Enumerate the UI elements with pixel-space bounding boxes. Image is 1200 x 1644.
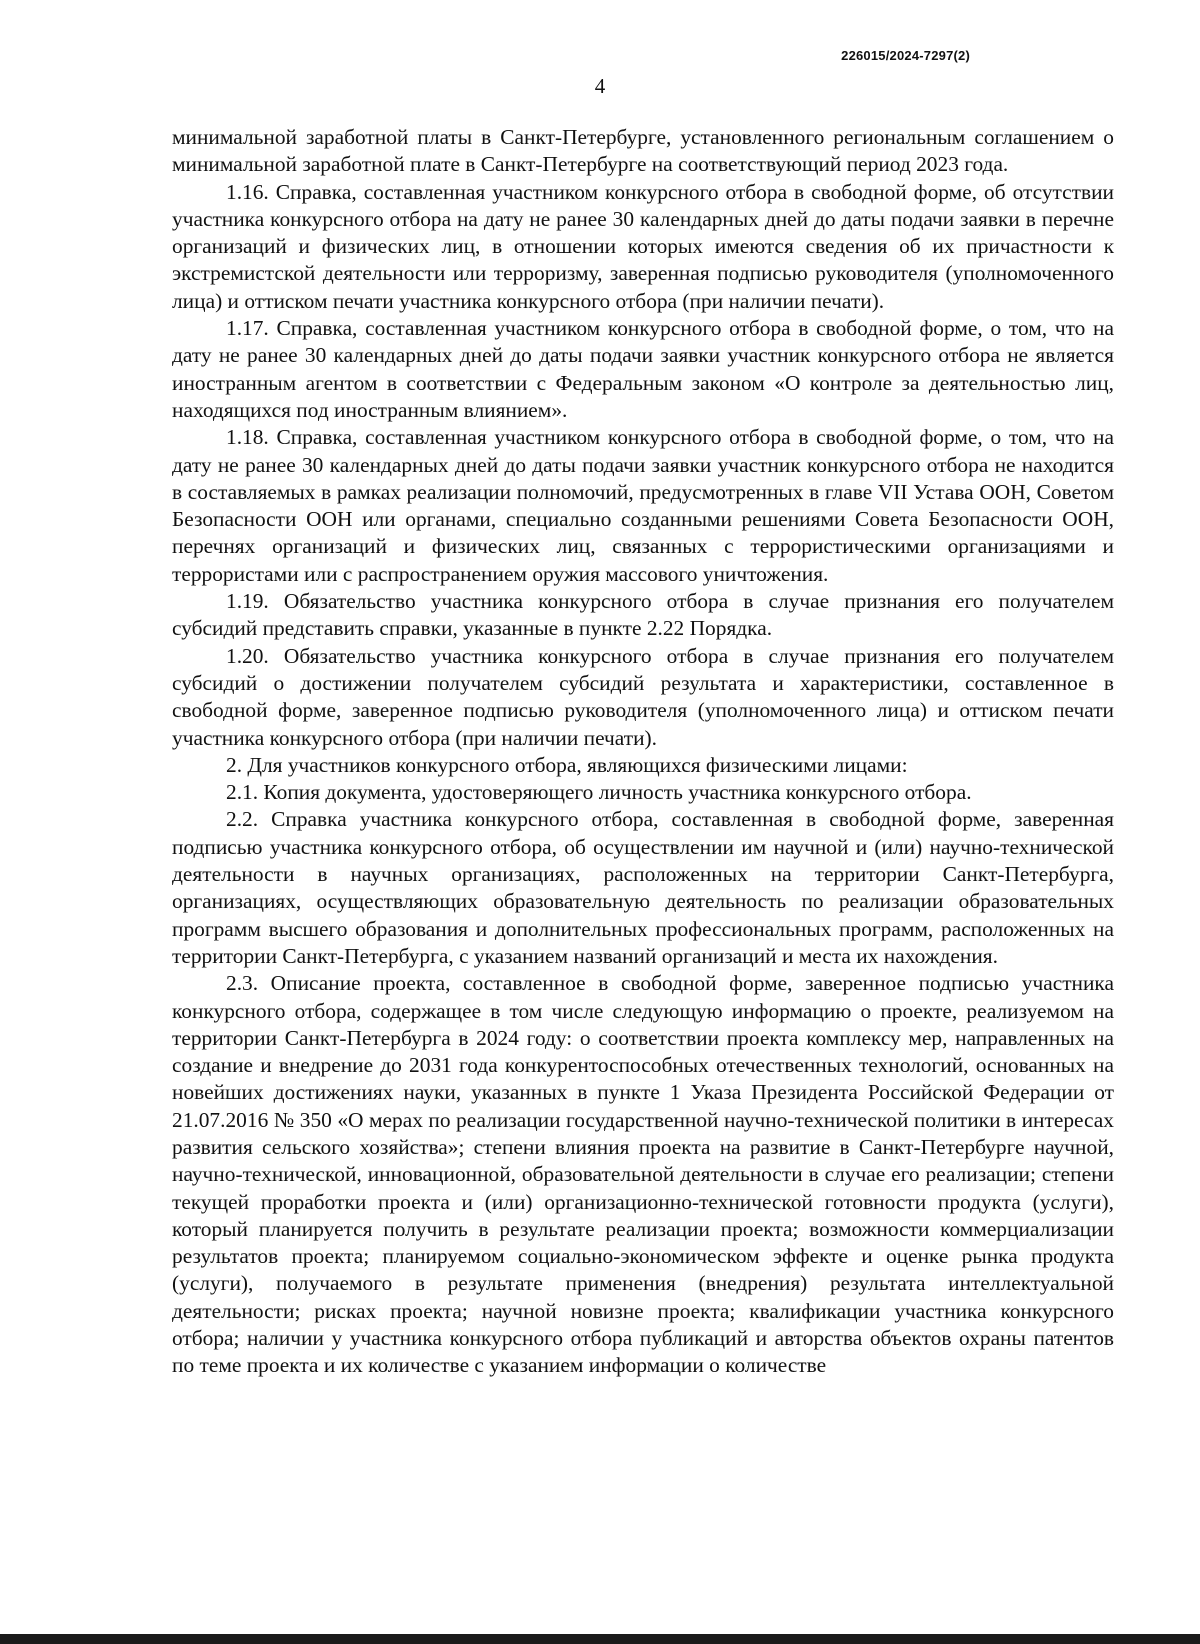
paragraph-2: 2. Для участников конкурсного отбора, являющихся физическими лицами: bbox=[226, 752, 908, 777]
document-registration-number: 226015/2024-7297(2) bbox=[841, 48, 970, 63]
page-number: 4 bbox=[594, 74, 606, 98]
paragraph-1-20: 1.20. Обязательство участника конкурсного отбора в случае признания его получателем субсидий о достижении получателем субсидий результата и характеристики, составленное в свободной форме, заверенное подписью руководителя (уполномоченного лица) и оттиском печати участника конкурсного отбора (при наличии печати). bbox=[172, 643, 1114, 750]
paragraph-1-16: 1.16. Справка, составленная участником конкурсного отбора в свободной форме, об отсутствии участника конкурсного отбора на дату не ранее 30 календарных дней до даты подачи заявки в перечне организаций и физических лиц, в отношении которых имеются сведения об их причастности к экстремистской деятельности или терроризму, заверенная подписью руководителя (уполномоченного лица) и оттиском печати участника конкурсного отбора (при наличии печати). bbox=[172, 179, 1114, 313]
paragraph-1-19: 1.19. Обязательство участника конкурсного отбора в случае признания его получателем субсидий представить справки, указанные в пункте 2.22 Порядка. bbox=[172, 589, 1114, 641]
paragraph-2-3: 2.3. Описание проекта, составленное в свободной форме, заверенное подписью участника конкурсного отбора, содержащее в том числе следующую информацию о проекте, реализуемом на территории Санкт-Петербурга в 2024 году: о соответствии проекта комплексу мер, направленных на создание и внедрение до 2031 года конкурентоспособных отечественных технологий, основанных на новейших достижениях науки, указанных в пункте 1 Указа Президента Российской Федерации от 21.07.2016 № 350 «О мерах по реализации государственной научно-технической политики в интересах развития сельского хозяйства»; степени влияния проекта на развитие в Санкт-Петербурге научной, научно-технической, инновационной, образовательной деятельности в случае его реализации; степени текущей проработки проекта и (или) организационно-технической готовности продукта (услуги), который планируется получить в результате реализации проекта; возможности коммерциализации результатов проекта; планируемом социально-экономическом эффекте и оценке рынка продукта (услуги), получаемого в результате применения (внедрения) результата интеллектуальной деятельности; рисках проекта; научной новизне проекта; квалификации участника конкурсного отбора; наличии у участника конкурсного отбора публикаций и авторства объектов охраны патентов по теме проекта и их количестве с указанием информации о количестве bbox=[172, 971, 1114, 1378]
paragraph-2-2: 2.2. Справка участника конкурсного отбора, составленная в свободной форме, заверенная подписью участника конкурсного отбора, об осуществлении им научной и (или) научно-технической деятельности в научных организациях, расположенных на территории Санкт-Петербурга, организациях, осуществляющих образовательную деятельность по реализации образовательных программ высшего образования и дополнительных профессиональных программ, расположенных на территории Санкт-Петербурга, с указанием названий организаций и места их нахождения. bbox=[172, 807, 1114, 968]
scan-bottom-edge bbox=[0, 1634, 1200, 1644]
paragraph-1-18: 1.18. Справка, составленная участником конкурсного отбора в свободной форме, о том, что на дату не ранее 30 календарных дней до даты подачи заявки участник конкурсного отбора не находится в составляемых в рамках реализации полномочий, предусмотренных в главе VII Устава ООН, Советом Безопасности ООН или органами, специально созданными решениями Совета Безопасности ООН, перечнях организаций и физических лиц, связанных с террористическими организациями и террористами или с распространением оружия массового уничтожения. bbox=[172, 425, 1114, 586]
paragraph-1-17: 1.17. Справка, составленная участником конкурсного отбора в свободной форме, о том, что на дату не ранее 30 календарных дней до даты подачи заявки участник конкурсного отбора не является иностранным агентом в соответствии с Федеральным законом «О контроле за деятельностью лиц, находящихся под иностранным влиянием». bbox=[172, 316, 1114, 422]
paragraph-2-1: 2.1. Копия документа, удостоверяющего личность участника конкурсного отбора. bbox=[226, 780, 972, 805]
document-body bbox=[172, 124, 1114, 1380]
paragraph-continuation: минимальной заработной платы в Санкт-Петербурге, установленного региональным соглашением о минимальной заработной плате в Санкт-Петербурге на соответствующий период 2023 года. bbox=[172, 125, 1114, 177]
